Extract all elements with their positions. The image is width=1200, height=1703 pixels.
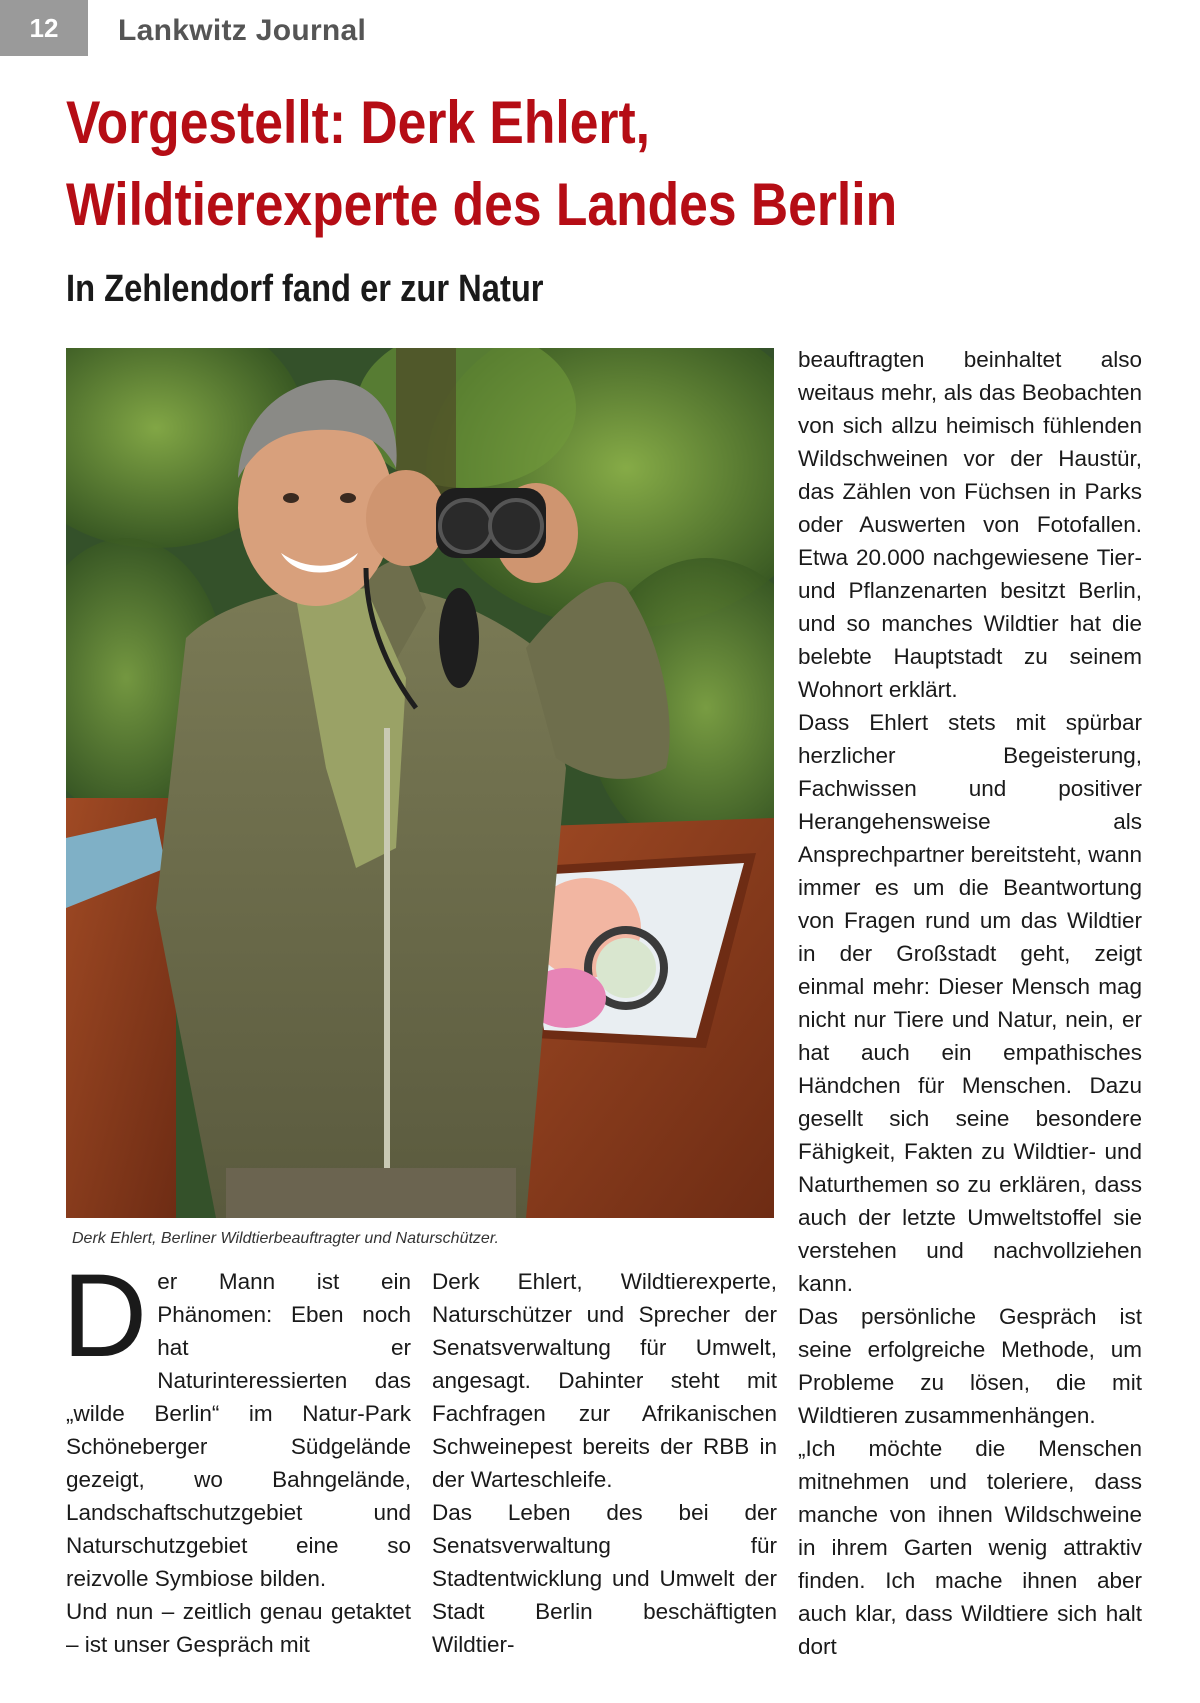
article-column-2 [432, 1265, 777, 1661]
drop-cap: D [62, 1250, 148, 1382]
headline-line-2: Wildtierexperte des Landes Berlin [66, 171, 898, 238]
headline [66, 82, 1003, 246]
subheadline: In Zehlendorf fand er zur Natur [66, 268, 544, 310]
article-paragraph: Und nun – zeitlich genau getaktet – ist unser Gespräch mit [66, 1599, 411, 1657]
page-number: 12 [0, 0, 88, 56]
journal-name: Lankwitz Journal [118, 14, 367, 47]
photo-illustration [66, 348, 774, 1218]
article-paragraph: beauftragten beinhaltet also weitaus mehr, als das Beobachten von sich allzu heimisch fühlenden Wildschweinen vor der Haustür, das Zählen von Füchsen in Parks oder Auswerten von Fotofallen. Etwa 20.000 nachgewiesene Tier- und Pflanzenarten besitzt Berlin, und so manches Wildtier hat die belebte Hauptstadt zu seinem Wohnort erklärt. [798, 347, 1142, 702]
article-paragraph: er Mann ist ein Phänomen: Eben noch hat er Naturinteressierten das „wilde Berlin“ im Natur-Park Schöneberger Südgelände gezeigt, wo Bahngelände, Landschaftschutzgebiet und Naturschutzgebiet eine so reizvolle Symbiose bilden. [66, 1269, 411, 1591]
article-paragraph: Dass Ehlert stets mit spürbar herzlicher Begeisterung, Fachwissen und positiver Herangehensweise als Ansprechpartner bereitsteht, wann immer es um die Beantwortung von Fragen rund um das Wildtier in der Großstadt geht, zeigt einmal mehr: Dieser Mensch mag nicht nur Tiere und Natur, nein, er hat auch ein empathisches Händchen für Menschen. Dazu gesellt sich seine besondere Fähigkeit, Fakten zu Wildtier- und Naturthemen so zu erklären, dass auch der letzte Umweltstoffel sie verstehen und nachvollziehen kann. [798, 710, 1142, 1296]
article-paragraph: Derk Ehlert, Wildtierexperte, Naturschützer und Sprecher der Senatsverwaltung für Umwelt, angesagt. Dahinter steht mit Fachfragen zur Afrikanischen Schweinepest bereits der RBB in der Warteschleife. [432, 1269, 777, 1492]
article-paragraph: „Ich möchte die Menschen mitnehmen und toleriere, dass manche von ihnen Wildschweine in ihrem Garten wenig attraktiv finden. Ich mache ihnen aber auch klar, dass Wildtiere sich halt dort [798, 1436, 1142, 1659]
article-column-1 [62, 1250, 411, 1661]
headline-line-1: Vorgestellt: Derk Ehlert, [66, 89, 651, 156]
article-paragraph: Das Leben des bei der Senatsverwaltung für Stadtentwicklung und Umwelt der Stadt Berlin beschäftigten Wildtier- [432, 1500, 777, 1657]
article-paragraph: Das persönliche Gespräch ist seine erfolgreiche Methode, um Probleme zu lösen, die mit Wildtieren zusammenhängen. [798, 1304, 1142, 1428]
article-photo [66, 348, 774, 1218]
article-column-3 [798, 343, 1142, 1663]
photo-caption: Derk Ehlert, Berliner Wildtierbeauftragter und Naturschützer. [72, 1230, 499, 1247]
